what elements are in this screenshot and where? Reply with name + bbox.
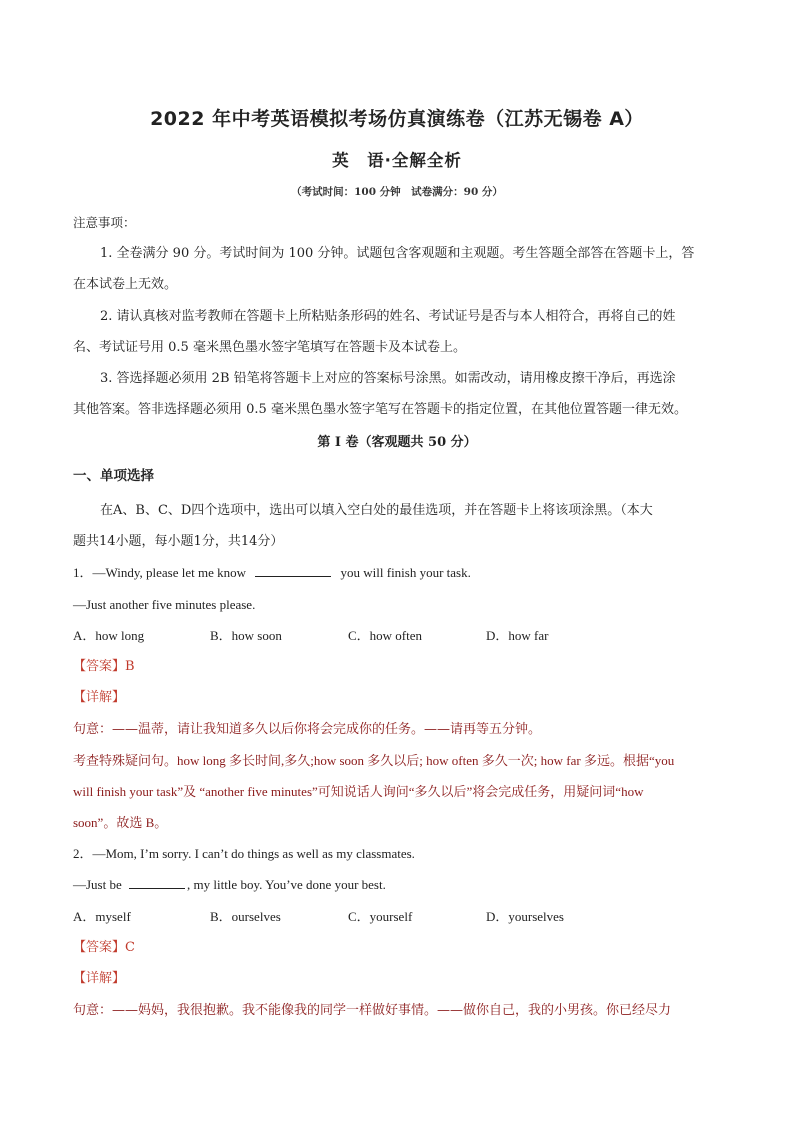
section-1-heading: 一、单项选择 — [73, 468, 154, 484]
question-2-stem-start: —Just be — [73, 877, 122, 892]
question-1-explanation-line-2: will finish your task”及 “another five minutes”可知说话人询问“多久以后”将会完成任务，用疑问词“how — [73, 784, 644, 799]
notice-item-3-line-1: 3. 答选择题必须用 2B 铅笔将答题卡上对应的答案标号涂黑。如需改动，请用橡皮擦干净后，再选涂 — [100, 371, 676, 386]
page-title: 2022 年中考英语模拟考场仿真演练卷（江苏无锡卷 A） — [150, 108, 644, 130]
part-1-title: 第 I 卷（客观题共 50 分） — [317, 435, 477, 450]
question-1-option-b: B．how soon — [210, 628, 282, 643]
question-1-explanation-line-1: 考查特殊疑问句。how long 多长时间,多久;how soon 多久以后; how often 多久一次; how far 多远。根据“you — [73, 753, 675, 768]
question-1-line-1 — [73, 564, 471, 582]
question-2-detail-label: 【详解】 — [73, 971, 126, 986]
question-1-stem-start: 1．—Windy, please let me know — [73, 565, 247, 580]
question-2-answer: 【答案】C — [73, 940, 135, 955]
question-1-explanation-line-3: soon”。故选 B。 — [73, 815, 168, 830]
section-1-instruction-line-1: 在A、B、C、D四个选项中，选出可以填入空白处的最佳选项，并在答题卡上将该项涂黑。（本大 — [100, 503, 653, 518]
question-1-meaning: 句意：——温蒂，请让我知道多久以后你将会完成你的任务。——请再等五分钟。 — [73, 722, 542, 737]
question-1-line-2: —Just another five minutes please. — [73, 597, 256, 612]
question-2-option-c: C．yourself — [348, 909, 413, 924]
question-1-answer: 【答案】B — [73, 659, 135, 674]
section-1-instruction-line-2: 题共14小题，每小题1分，共14分） — [73, 534, 284, 549]
question-2-stem-end: , my little boy. You’ve done your best. — [187, 877, 386, 892]
question-2-blank — [129, 876, 185, 889]
page-subtitle: 英 语·全解全析 — [332, 151, 462, 170]
question-2-option-d: D．yourselves — [486, 909, 564, 924]
question-1-blank — [255, 564, 331, 577]
notice-heading: 注意事项： — [73, 215, 136, 230]
notice-item-2-line-2: 名、考试证号用 0.5 毫米黑色墨水签字笔填写在答题卡及本试卷上。 — [73, 340, 466, 355]
question-1-stem-end: you will finish your task. — [340, 565, 471, 580]
notice-item-1-line-1: 1. 全卷满分 90 分。考试时间为 100 分钟。试题包含客观题和主观题。考生答题全部答在答题卡上，答 — [100, 246, 695, 261]
question-2-line-1: 2．—Mom, I’m sorry. I can’t do things as well as my classmates. — [73, 846, 415, 861]
exam-info: （考试时间：100 分钟 试卷满分：90 分） — [291, 186, 503, 198]
question-2-option-b: B．ourselves — [210, 909, 281, 924]
question-1-option-d: D．how far — [486, 628, 549, 643]
notice-item-1-line-2: 在本试卷上无效。 — [73, 277, 178, 292]
notice-item-3-line-2: 其他答案。答非选择题必须用 0.5 毫米黑色墨水签字笔写在答题卡的指定位置，在其他位置答题一律无效。 — [73, 402, 687, 417]
question-1-option-a: A．how long — [73, 628, 145, 643]
question-2-option-a: A．myself — [73, 909, 131, 924]
question-2-line-2 — [73, 876, 386, 894]
notice-item-2-line-1: 2. 请认真核对监考教师在答题卡上所粘贴条形码的姓名、考试证号是否与本人相符合，再将自己的姓 — [100, 309, 676, 324]
question-2-meaning: 句意：——妈妈，我很抱歉。我不能像我的同学一样做好事情。——做你自己，我的小男孩。你已经尽力 — [73, 1003, 672, 1018]
question-1-option-c: C．how often — [348, 628, 423, 643]
question-1-detail-label: 【详解】 — [73, 690, 126, 705]
